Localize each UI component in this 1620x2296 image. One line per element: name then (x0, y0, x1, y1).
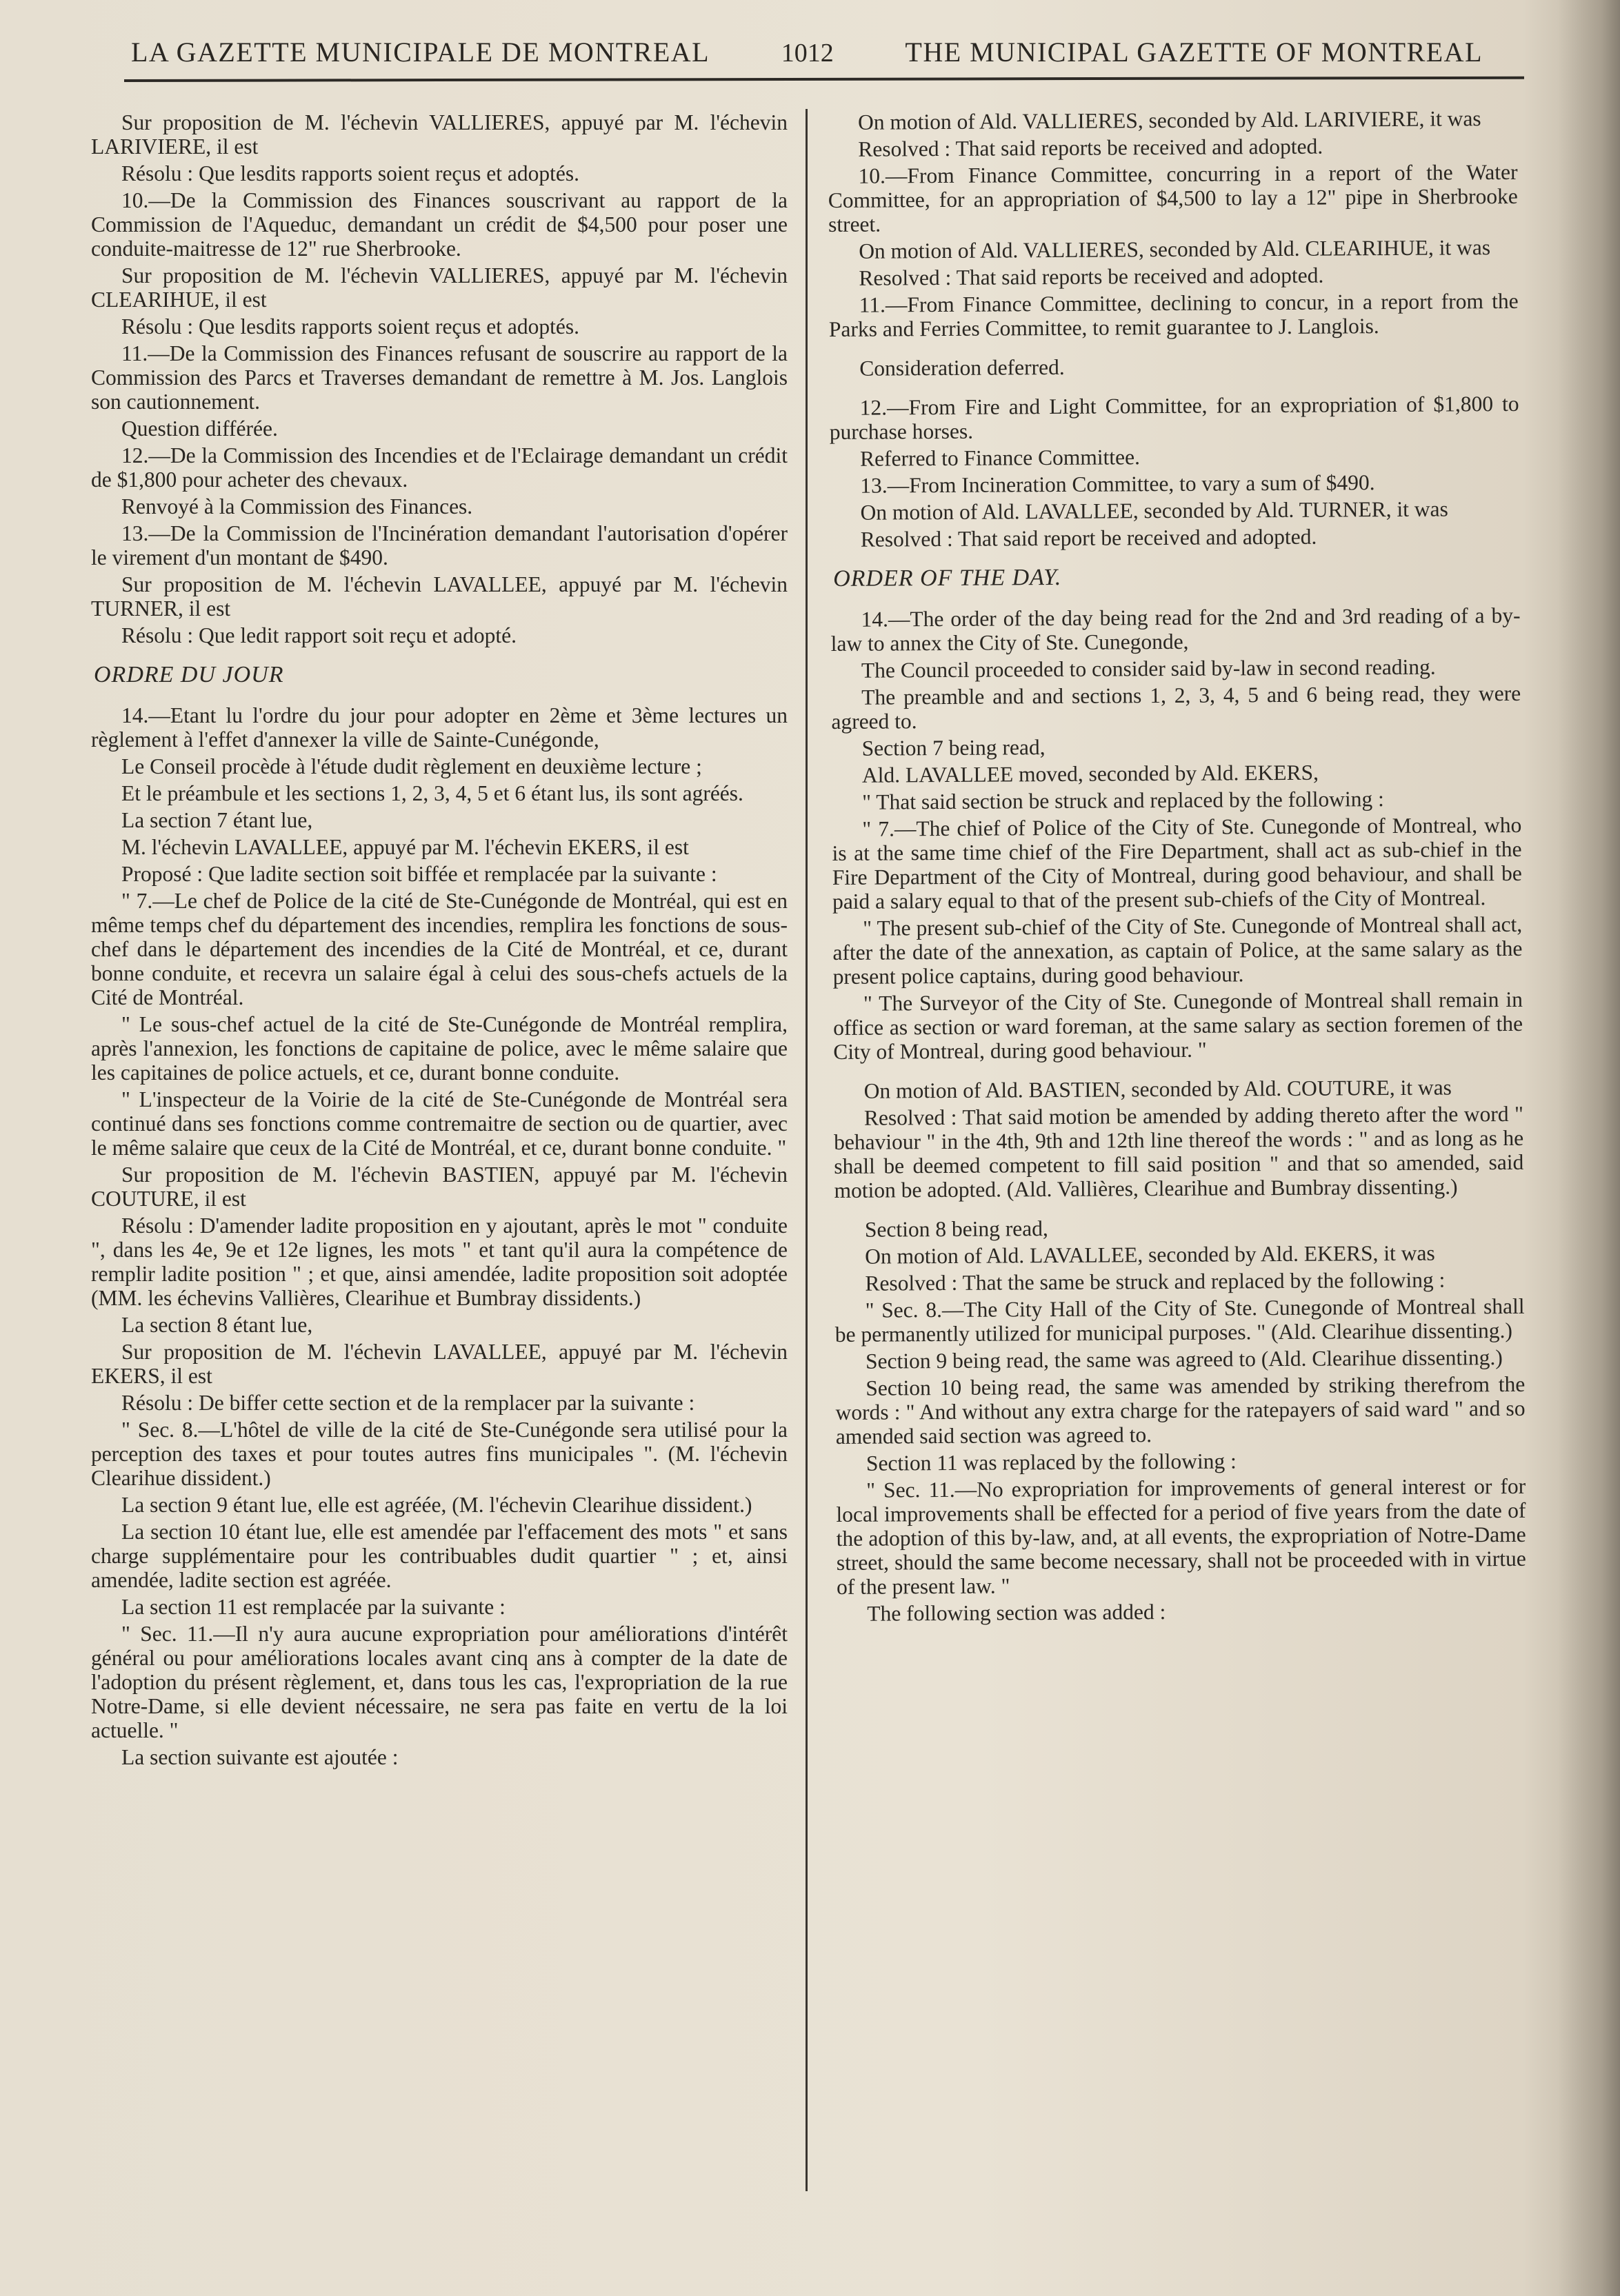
paragraph: " Le sous-chef actuel de la cité de Ste-Cunégonde de Montréal remplira, après l'annexion, les fonctions de capitaine de police, avec le même salaire que les capitaines de police actuels, et ce, durant bonne conduite. (91, 1012, 788, 1085)
paragraph: The Council proceeded to consider said by-law in second reading. (861, 654, 1436, 683)
paragraph: On motion of Ald. BASTIEN, seconded by Ald. COUTURE, it was (863, 1075, 1452, 1103)
french-column (91, 110, 788, 1772)
paragraph: Section 11 was replaced by the following : (866, 1449, 1237, 1476)
paragraph: Question différée. (121, 416, 278, 441)
paragraph: 10.—De la Commission des Finances souscrivant au rapport de la Commission de l'Aqueduc, demandant un crédit de $4,500 pour poser une conduite-maitresse de 12" rue Sherbrooke. (91, 188, 788, 261)
paragraph: Resolved : That said reports be received and adopted. (858, 134, 1323, 161)
paragraph: " 7.—The chief of Police of the City of Ste. Cunegonde of Montreal, who is at the same time chief of the Fire Department, shall act as sub-chief in the Fire Department of the City of Montreal, during good behaviour, and shall be paid a salary equal to that of the present sub-chiefs of the City of Montreal. (832, 812, 1522, 914)
paragraph: Sur proposition de M. l'échevin LAVALLEE, appuyé par M. l'échevin EKERS, il est (91, 1340, 788, 1388)
paragraph: La section 8 étant lue, (121, 1313, 313, 1337)
paragraph: " 7.—Le chef de Police de la cité de Ste-Cunégonde de Montréal, qui est en même temps chef du département des incendies, remplira les fonctions de sous-chef dans le département des incendies de la Cité de Montréal, et ce, durant bonne conduite, et recevra un salaire égal à celui des sous-chefs actuels de la Cité de Montréal. (91, 889, 788, 1009)
section-heading-order-of-the-day: ORDER OF THE DAY. (833, 564, 1062, 592)
paragraph: Résolu : Que lesdits rapports soient reçus et adoptés. (121, 161, 579, 185)
header-english-title: THE MUNICIPAL GAZETTE OF MONTREAL (905, 37, 1483, 68)
paragraph: Resolved : That said motion be amended by adding thereto after the word " behaviour " in the 4th, 9th and 12th line thereof the words : " and as long as he shall be deemed competent to fill said position " and that so amended, said motion be adopted. (Ald. Vallières, Clearihue and Bumbray dissenting.) (834, 1101, 1524, 1202)
english-column (828, 106, 1526, 1629)
paragraph: La section 10 étant lue, elle est amendée par l'effacement des mots " et sans charge supplémentaire pour les contribuables dudit quartier " ; et, ainsi amendée, ladite section est agréée. (91, 1520, 788, 1592)
paragraph: La section suivante est ajoutée : (121, 1745, 399, 1769)
paragraph: Section 8 being read, (864, 1216, 1048, 1242)
section-heading-ordre-du-jour: ORDRE DU JOUR (94, 662, 284, 687)
paragraph: Sur proposition de M. l'échevin VALLIERES, appuyé par M. l'échevin CLEARIHUE, il est (91, 263, 788, 312)
paragraph: M. l'échevin LAVALLEE, appuyé par M. l'échevin EKERS, il est (121, 835, 689, 859)
page-number: 1012 (781, 39, 834, 68)
paragraph: Résolu : D'amender ladite proposition en y ajoutant, après le mot " conduite ", dans les 4e, 9e et 12e lignes, les mots " et tant qu'il aura la compétence de remplir ladite position " ; et que, ainsi amendée, ladite proposition soit adoptée (MM. les échevins Vallières, Clearihue et Bumbray dissidents.) (91, 1214, 788, 1310)
paragraph: Sur proposition de M. l'échevin BASTIEN, appuyé par M. l'échevin COUTURE, il est (91, 1162, 788, 1211)
paragraph: Resolved : That said reports be received and adopted. (859, 263, 1324, 290)
paragraph: Resolved : That the same be struck and replaced by the following : (865, 1267, 1446, 1296)
page-edge-shadow (1558, 0, 1620, 2296)
paragraph: La section 11 est remplacée par la suivante : (121, 1595, 506, 1619)
paragraph: " That said section be struck and replaced by the following : (862, 787, 1384, 814)
paragraph: Resolved : That said report be received and adopted. (860, 524, 1317, 552)
paragraph: 12.—From Fire and Light Committee, for an expropriation of $1,800 to purchase horses. (829, 391, 1519, 444)
paragraph: On motion of Ald. LAVALLEE, seconded by Ald. TURNER, it was (860, 496, 1448, 525)
paragraph: Résolu : Que lesdits rapports soient reçus et adoptés. (121, 314, 579, 339)
paragraph: 14.—Etant lu l'ordre du jour pour adopter en 2ème et 3ème lectures un règlement à l'effet d'annexer la ville de Sainte-Cunégonde, (91, 703, 788, 752)
paragraph: Consideration deferred. (859, 354, 1065, 381)
paragraph: " Sec. 11.—Il n'y aura aucune expropriation pour améliorations d'intérêt général ou pour améliorations locales avant cinq ans à compter de la date de l'adoption du présent règlement, et, dans tous les cas, l'expropriation de la rue Notre-Dame, si elle devient nécessaire, ne sera pas faite en vertu de la loi actuelle. " (91, 1622, 788, 1742)
paragraph: Résolu : De biffer cette section et de la remplacer par la suivante : (121, 1391, 695, 1415)
paragraph: 14.—The order of the day being read for the 2nd and 3rd reading of a by-law to annex the City of Ste. Cunegonde, (830, 603, 1521, 656)
paragraph: " L'inspecteur de la Voirie de la cité de Ste-Cunégonde de Montréal sera continué dans ses fonctions comme contremaitre de section ou de quartier, avec le même salaire que ceux de la Cité de Montréal, et ce, durant bonne conduite. " (91, 1087, 788, 1160)
paragraph: 11.—From Finance Committee, declining to concur, in a report from the Parks and Ferries Committee, to remit guarantee to J. Langlois. (828, 288, 1519, 341)
paragraph: The following section was added : (867, 1600, 1166, 1626)
paragraph: " Sec. 8.—The City Hall of the City of Ste. Cunegonde of Montreal shall be permanently utilized for municipal purposes. " (Ald. Clearihue dissenting.) (834, 1293, 1525, 1347)
paragraph: " Sec. 8.—L'hôtel de ville de la cité de Ste-Cunégonde sera utilisé pour la perception des taxes et pour toutes autres fins municipales ". (M. l'échevin Clearihue dissident.) (91, 1418, 788, 1490)
paragraph: 10.—From Finance Committee, concurring in a report of the Water Committee, for an appropriation of $4,500 to lay a 12" pipe in Sherbrooke street. (828, 159, 1518, 236)
paragraph: " The present sub-chief of the City of Ste. Cunegonde of Montreal shall act, after the date of the annexation, as captain of Police, at the same salary as the present police captains, during good behaviour. (832, 912, 1523, 989)
paragraph: Sur proposition de M. l'échevin LAVALLEE, appuyé par M. l'échevin TURNER, il est (91, 572, 788, 621)
paragraph: Sur proposition de M. l'échevin VALLIERES, appuyé par M. l'échevin LARIVIERE, il est (91, 110, 788, 159)
paragraph: The preamble and and sections 1, 2, 3, 4, 5 and 6 being read, they were agreed to. (831, 681, 1521, 734)
paragraph: " The Surveyor of the City of Ste. Cunegonde of Montreal shall remain in office as section or ward foreman, at the same salary as section foremen of the City of Montreal, during good behaviour. " (833, 987, 1523, 1064)
paragraph: On motion of Ald. VALLIERES, seconded by Ald. CLEARIHUE, it was (859, 235, 1491, 263)
page-header (131, 36, 1483, 77)
paragraph: Renvoyé à la Commission des Finances. (121, 494, 473, 518)
paragraph: On motion of Ald. LAVALLEE, seconded by Ald. EKERS, it was (865, 1240, 1435, 1269)
paragraph: On motion of Ald. VALLIERES, seconded by Ald. LARIVIERE, it was (857, 106, 1481, 134)
paragraph: 13.—De la Commission de l'Incinération demandant l'autorisation d'opérer le virement d'un montant de $490. (91, 521, 788, 570)
paragraph: 12.—De la Commission des Incendies et de l'Eclairage demandant un crédit de $1,800 pour acheter des chevaux. (91, 443, 788, 492)
paragraph: 13.—From Incineration Committee, to vary a sum of $490. (860, 470, 1375, 498)
paragraph: Résolu : Que ledit rapport soit reçu et adopté. (121, 623, 517, 647)
paragraph: Referred to Finance Committee. (859, 445, 1141, 471)
paragraph: Section 9 being read, the same was agreed to (Ald. Clearihue dissenting.) (865, 1345, 1503, 1373)
paragraph: La section 7 étant lue, (121, 808, 313, 832)
column-divider (806, 109, 808, 2191)
paragraph: La section 9 étant lue, elle est agréée, (M. l'échevin Clearihue dissident.) (121, 1493, 752, 1517)
paragraph: Proposé : Que ladite section soit biffée et remplacée par la suivante : (121, 862, 717, 886)
paragraph: Le Conseil procède à l'étude dudit règlement en deuxième lecture ; (121, 754, 702, 778)
paragraph: Section 7 being read, (861, 735, 1046, 761)
paragraph: Ald. LAVALLEE moved, seconded by Ald. EKERS, (861, 760, 1319, 787)
paragraph: 11.—De la Commission des Finances refusant de souscrire au rapport de la Commission des Parcs et Traverses demandant de remettre à M. Jos. Langlois son cautionnement. (91, 341, 788, 414)
paragraph: " Sec. 11.—No expropriation for improvements of general interest or for local improvements shall be effected for a period of five years from the date of the adoption of this by-law, and, at all events, the expropriation of Notre-Dame street, should the same become necessary, shall not be proceeded with in virtue of the present law. " (836, 1473, 1526, 1599)
paragraph: Et le préambule et les sections 1, 2, 3, 4, 5 et 6 étant lus, ils sont agréés. (121, 781, 743, 805)
header-french-title: LA GAZETTE MUNICIPALE DE MONTREAL (131, 37, 710, 68)
paragraph: Section 10 being read, the same was amended by striking therefrom the words : " And without any extra charge for the ratepayers of said ward " and so amended said section was agreed to. (835, 1371, 1526, 1449)
